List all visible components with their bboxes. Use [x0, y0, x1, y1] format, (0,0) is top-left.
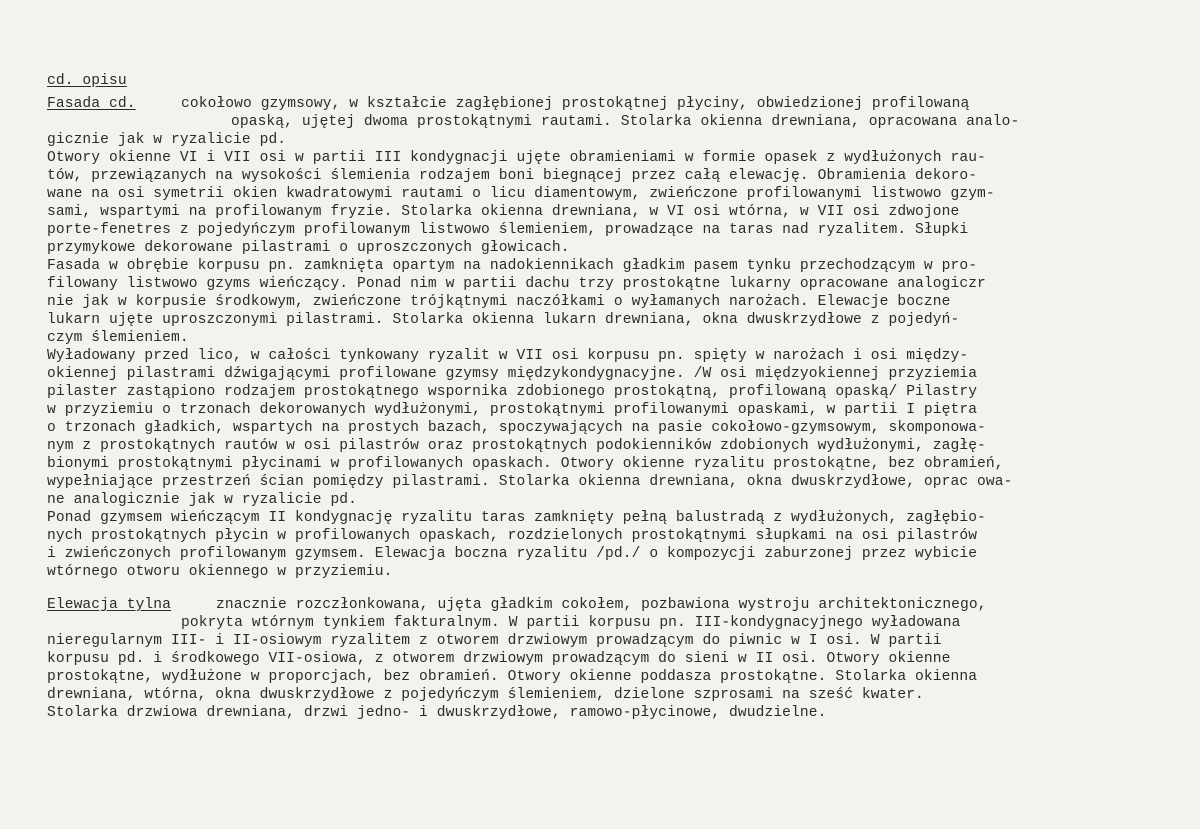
fasada-line: filowany listwowo gzyms wieńczący. Ponad nim w partii dachu trzy prostokątne lukarny opracowane analogiczr [47, 276, 986, 292]
elewacja-line: Stolarka drzwiowa drewniana, drzwi jedno- i dwuskrzydłowe, ramowo-płycinowe, dwudzielne. [47, 705, 827, 721]
fasada-line: o trzonach gładkich, wspartych na prostych bazach, spoczywających na pasie cokołowo-gzymsowym, skomponowa- [47, 420, 986, 436]
fasada-line: opaską, ujętej dwoma prostokątnymi rautami. Stolarka okienna drewniana, opracowana analo- [231, 114, 1020, 130]
fasada-line: wane na osi symetrii okien kwadratowymi rautami o licu diamentowym, zwieńczone profilowanymi listwowo gzym- [47, 186, 995, 202]
fasada-line: lukarn ujęte uproszczonymi pilastrami. Stolarka okienna lukarn drewniana, okna dwuskrzydłowe z pojedyń- [47, 312, 960, 328]
fasada-line: okiennej pilastrami dźwigającymi profilowane gzymsy międzykondygnacyjne. /W osi międzyokiennej przyziemia [47, 366, 978, 382]
fasada-line: czym ślemieniem. [47, 330, 189, 346]
fasada-line: gicznie jak w ryzalicie pd. [47, 132, 287, 148]
fasada-line: tów, przewiązanych na wysokości ślemienia rodzajem boni biegnącej przez całą elewację. Obramienia dekoro- [47, 168, 978, 184]
elewacja-line: nieregularnym III- i II-osiowym ryzalitem z otworem drzwiowym prowadzącym do piwnic w I osi. W partii [47, 633, 942, 649]
elewacja-line: korpusu pd. i środkowego VII-osiowa, z otworem drzwiowym prowadzącym do sieni w II osi. Otwory okienne [47, 651, 951, 667]
fasada-line: pilaster zastąpiono rodzajem prostokątnego wspornika zdobionego prostokątną, profilowaną opaską/ Pilastry [47, 384, 978, 400]
elewacja-line: znacznie rozczłonkowana, ujęta gładkim cokołem, pozbawiona wystroju architektonicznego, [216, 597, 987, 613]
fasada-line: cokołowo gzymsowy, w kształcie zagłębionej prostokątnej płyciny, obwiedzionej profilowaną [181, 96, 970, 112]
fasada-line: i zwieńczonych profilowanym gzymsem. Elewacja boczna ryzalitu /pd./ o kompozycji zaburzonej przez wybicie [47, 546, 978, 562]
fasada-line: Wyładowany przed lico, w całości tynkowany ryzalit w VII osi korpusu pn. spięty w narożach i osi między- [47, 348, 969, 364]
elewacja-line: prostokątne, wydłużone w proporcjach, bez obramień. Otwory okienne poddasza prostokątne. Stolarka okienna [47, 669, 978, 685]
fasada-line: w przyziemiu o trzonach dekorowanych wydłużonymi, prostokątnymi profilowanymi opaskami, w partii I piętra [47, 402, 978, 418]
fasada-line: Fasada w obrębie korpusu pn. zamknięta opartym na nadokiennikach gładkim pasem tynku przechodzącym w pro- [47, 258, 978, 274]
fasada-line: nie jak w korpusie środkowym, zwieńczone trójkątnymi naczółkami o wyłamanych narożach. Elewacje boczne [47, 294, 951, 310]
elewacja-line: drewniana, wtórna, okna dwuskrzydłowe z pojedyńczym ślemieniem, dzielone szprosami na sześć kwater. [47, 687, 924, 703]
fasada-line: wtórnego otworu okiennego w przyziemiu. [47, 564, 393, 580]
section-title: cd. opisu [47, 73, 127, 89]
elewacja-line: pokryta wtórnym tynkiem fakturalnym. W partii korpusu pn. III-kondygnacyjnego wyładowana [181, 615, 961, 631]
fasada-line: wypełniające przestrzeń ścian pomiędzy pilastrami. Stolarka okienna drewniana, okna dwuskrzydłowe, oprac owa- [47, 474, 1013, 490]
fasada-line: porte-fenetres z pojedyńczym profilowanym listwowo ślemieniem, prowadzące na taras nad ryzalitem. Słupki [47, 222, 969, 238]
fasada-line: nych prostokątnych płycin w profilowanych opaskach, rozdzielonych prostokątnymi słupkami na osi pilastrów [47, 528, 978, 544]
fasada-line: Otwory okienne VI i VII osi w partii III kondygnacji ujęte obramieniami w formie opasek z wydłużonych rau- [47, 150, 986, 166]
fasada-line: przymykowe dekorowane pilastrami o uproszczonych głowicach. [47, 240, 570, 256]
fasada-line: bionymi prostokątnymi płycinami w profilowanych opaskach. Otwory okienne ryzalitu prostokątne, bez obramień, [47, 456, 1004, 472]
fasada-line: nym z prostokątnych rautów w osi pilastrów oraz prostokątnych podokienników zdobionych wydłużonymi, zagłę- [47, 438, 986, 454]
fasada-line: sami, wspartymi na profilowanym fryzie. Stolarka okienna drewniana, w VI osi wtórna, w VII osi zdwojone [47, 204, 960, 220]
elewacja-label: Elewacja tylna [47, 597, 172, 613]
fasada-line: Ponad gzymsem wieńczącym II kondygnację ryzalitu taras zamknięty pełną balustradą z wydłużonych, zagłębio- [47, 510, 986, 526]
fasada-line: ne analogicznie jak w ryzalicie pd. [47, 492, 358, 508]
fasada-label: Fasada cd. [47, 96, 136, 112]
